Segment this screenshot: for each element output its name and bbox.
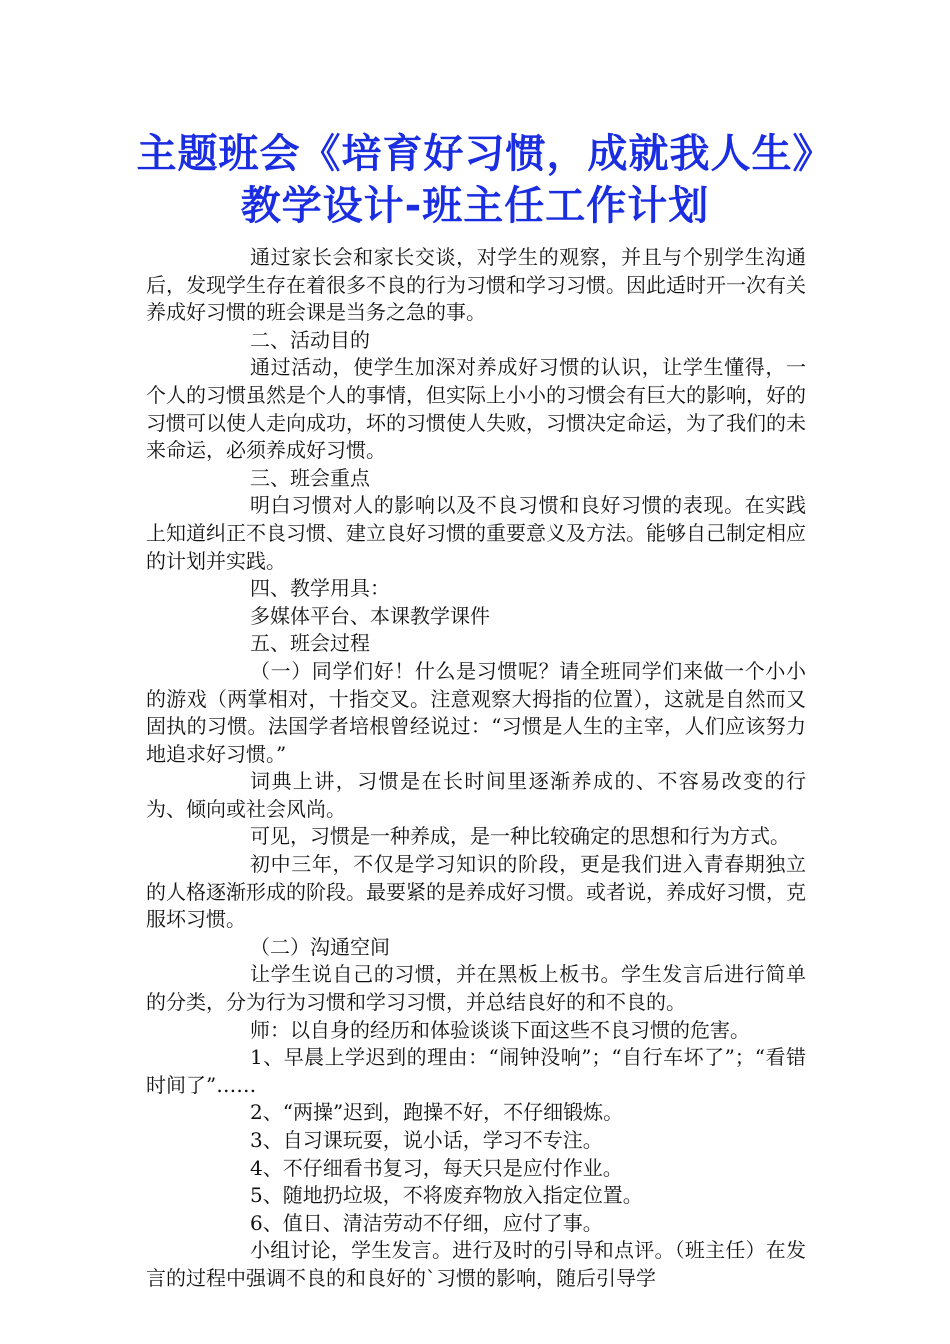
list-item-3: 3、自习课玩耍，说小话，学习不专注。 [250,1128,603,1152]
list-item-2: 2、“两操”迟到，跑操不好，不仔细锻炼。 [250,1100,624,1125]
document-body [146,244,806,1293]
list-item-4: 4、不仔细看书复习，每天只是应付作业。 [250,1155,623,1180]
section-heading-teaching-tools: 四、教学用具： [250,576,390,601]
paragraph-group-discussion: 小组讨论，学生发言。进行及时的引导和点评。（班主任）在发言的过程中强调不良的和良好的`习惯的影响，随后引导学 [146,1238,806,1290]
list-item-5: 5、随地扔垃圾，不将废弃物放入指定位置。 [250,1183,643,1208]
paragraph-activity-goal: 通过活动，使学生加深对养成好习惯的认识，让学生懂得，一个人的习惯虽然是个人的事情，但实际上小小的习惯会有巨大的影响，好的习惯可以使人走向成功，坏的习惯使人失败，习惯决定命运，为了我们的未来命运，必须养成好习惯。 [146,355,806,463]
list-item-6: 6、值日、清洁劳动不仔细，应付了事。 [250,1210,603,1235]
paragraph-communication: 让学生说自己的习惯，并在黑板上板书。学生发言后进行简单的分类，分为行为习惯和学习习惯，并总结良好的和不良的。 [146,962,806,1015]
paragraph-teaching-tools: 多媒体平台、本课教学课件 [250,603,490,628]
section-heading-process: 五、班会过程 [250,631,370,656]
paragraph-key-points: 明白习惯对人的影响以及不良习惯和良好习惯的表现。在实践上知道纠正不良习惯、建立良好习惯的重要意义及方法。能够自己制定相应的计划并实践。 [146,493,806,573]
paragraph-junior-high: 初中三年，不仅是学习知识的阶段，更是我们进入青春期独立的人格逐渐形成的阶段。最要紧的是养成好习惯。或者说，养成好习惯，克服坏习惯。 [146,852,806,932]
paragraph-intro: 通过家长会和家长交谈，对学生的观察，并且与个别学生沟通后，发现学生存在着很多不良的行为习惯和学习习惯。因此适时开一次有关养成好习惯的班会课是当务之急的事。 [146,245,806,325]
paragraph-process-1: （一）同学们好！什么是习惯呢？请全班同学们来做一个小小的游戏（两掌相对，十指交叉。注意观察大拇指的位置），这就是自然而又固执的习惯。法国学者培根曾经说过：“习惯是人生的主宰，人们应该努力地追求好习惯。” [146,658,806,766]
paragraph-teacher-prompt: 师：以自身的经历和体验谈谈下面这些不良习惯的危害。 [250,1017,750,1042]
paragraph-dictionary: 词典上讲，习惯是在长时间里逐渐养成的、不容易改变的行为、倾向或社会风尚。 [146,769,806,821]
subheading-communication: （二）沟通空间 [250,934,390,959]
section-heading-activity-goal: 二、活动目的 [250,327,370,352]
section-heading-key-points: 三、班会重点 [250,465,370,490]
list-item-1: 1、早晨上学迟到的理由：“闹钟没响”；“自行车坏了”；“看错时间了”…… [146,1045,806,1097]
document-title: 主题班会《培育好习惯，成就我人生》教学设计-班主任工作计划 [136,131,814,229]
paragraph-habit-definition: 可见，习惯是一种养成，是一种比较确定的思想和行为方式。 [250,824,790,849]
